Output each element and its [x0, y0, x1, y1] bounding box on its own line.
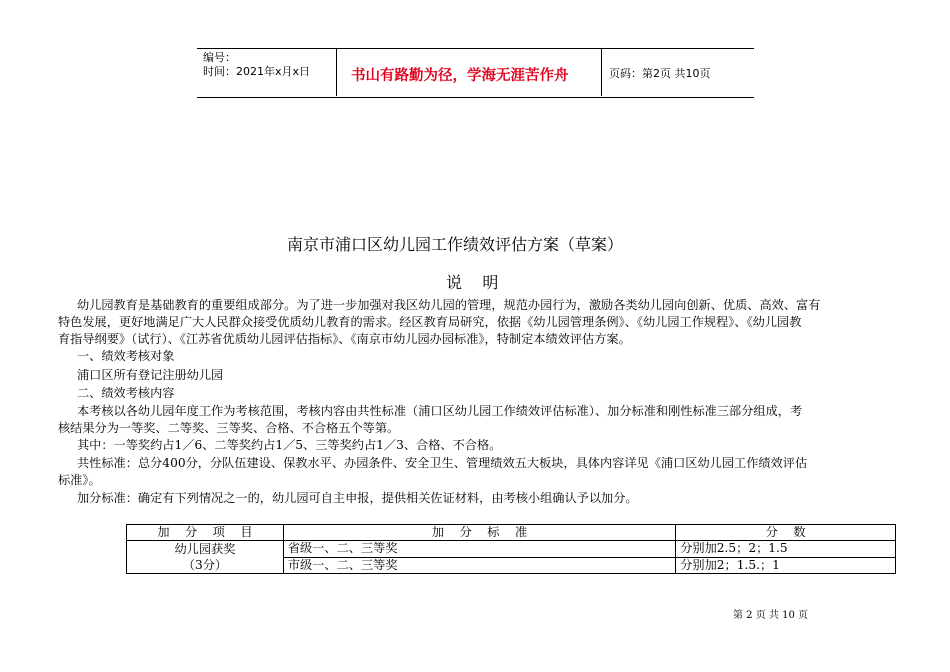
score-cell: 分别加2；1.5.；1 [676, 557, 896, 574]
paragraph-line: 核结果分为一等奖、二等奖、三等奖、合格、不合格五个等第。 [58, 421, 400, 435]
serial-label: 编号： [203, 51, 236, 64]
column-header: 加 分 项 目 [127, 525, 284, 541]
doc-title: 南京市浦口区幼儿园工作绩效评估方案（草案） [287, 235, 624, 254]
paragraph-line: 特色发展，更好地满足广大人民群众接受优质幼儿教育的需求。经区教育局研究，依据《幼儿园管理条例》、《幼儿园工作规程》、《幼儿园教 [58, 315, 802, 329]
column-header: 加 分 标 准 [283, 525, 675, 541]
table-row [127, 541, 896, 558]
bonus-table [126, 524, 896, 574]
paragraph-line: 育指导纲要》（试行）、《江苏省优质幼儿园评估指标》、《南京市幼儿园办园标准》，特制定本绩效评估方案。 [58, 332, 631, 346]
paragraph-line: 加分标准：确定有下列情况之一的，幼儿园可自主申报，提供相关佐证材料，由考核小组确认予以加分。 [77, 491, 638, 505]
column-header: 分 数 [676, 525, 896, 541]
score-cell: 分别加2.5；2；1.5 [676, 541, 896, 558]
paragraph-line: 幼儿园教育是基础教育的重要组成部分。为了进一步加强对我区幼儿园的管理，规范办园行为，激励各类幼儿园向创新、优质、高效、富有 [77, 298, 821, 312]
doc-subtitle: 说 明 [446, 273, 499, 292]
table-header-row [127, 525, 896, 541]
section-heading: 一、绩效考核对象 [77, 349, 175, 363]
page-code: 页码：第2页 共10页 [609, 67, 711, 80]
group-name: 幼儿园获奖 [174, 542, 236, 556]
paragraph-line: 标准》。 [58, 473, 101, 487]
section-heading: 二、绩效考核内容 [77, 386, 175, 400]
group-points: （3分） [182, 558, 228, 572]
paragraph-line: 本考核以各幼儿园年度工作为考核范围，考核内容由共性标准（浦口区幼儿园工作绩效评估标准）、加分标准和刚性标准三部分组成，考 [77, 404, 803, 418]
header-motto: 书山有路勤为径，学海无涯苦作舟 [351, 67, 569, 84]
page-footer: 第 2 页 共 10 页 [733, 610, 808, 621]
header-divider [601, 48, 602, 96]
paragraph-line: 其中：一等奖约占1／6、二等奖约占1／5、三等奖约占1／3、合格、不合格。 [77, 438, 502, 452]
group-cell [127, 541, 284, 574]
standard-cell: 省级一、二、三等奖 [283, 541, 675, 558]
header-divider [336, 48, 337, 96]
paragraph-line: 共性标准：总分400分，分队伍建设、保教水平、办园条件、安全卫生、管理绩效五大板块，具体内容详见《浦口区幼儿园工作绩效评估 [77, 456, 808, 470]
paragraph-line: 浦口区所有登记注册幼儿园 [77, 368, 224, 382]
time-label: 时间：2021年x月x日 [203, 65, 311, 78]
standard-cell: 市级一、二、三等奖 [283, 557, 675, 574]
